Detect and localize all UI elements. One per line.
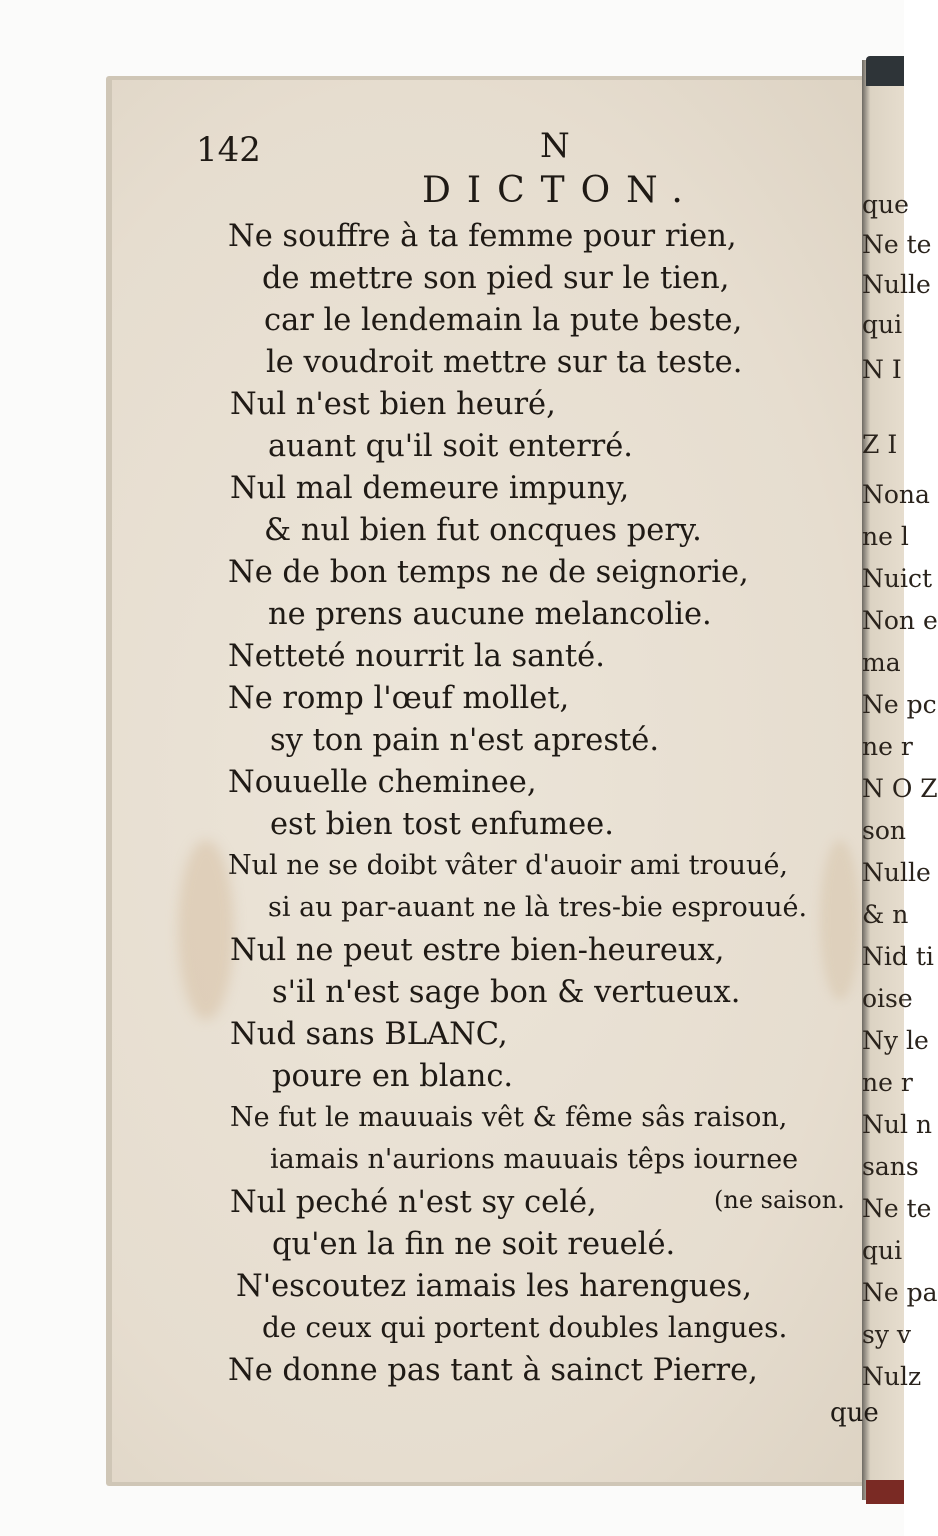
text-line: de mettre son pied sur le tien, [262, 261, 730, 296]
next-page-fragment: Ne pa [862, 1278, 938, 1307]
next-page-fragment: & n [862, 900, 909, 929]
next-page-fragment: Ne te [862, 1194, 932, 1223]
next-page-fragment: Ny le [862, 1026, 929, 1055]
next-page-fragment: ma [862, 648, 901, 677]
text-line: Nul mal demeure impuny, [230, 471, 630, 506]
next-page-fragment: Nid ti [862, 942, 934, 971]
next-page-fragment: Ne pc [862, 690, 937, 719]
text-line: Nul peché n'est sy celé, [230, 1185, 597, 1220]
text-line: est bien tost enfumee. [270, 807, 614, 842]
text-line: de ceux qui portent doubles langues. [262, 1311, 788, 1344]
text-line: Nud sans BLANC, [230, 1017, 508, 1052]
text-line: Nul ne se doibt vâter d'auoir ami trouué, [228, 850, 788, 881]
next-page-fragment: Ne te [862, 230, 932, 259]
text-line: Ne de bon temps ne de seignorie, [228, 555, 749, 590]
text-line: Nul n'est bien heuré, [230, 387, 556, 422]
next-page-fragment: ne r [862, 1068, 913, 1097]
next-page-fragment: ne l [862, 522, 909, 551]
text-line: Nul ne peut estre bien-heureux, [230, 933, 725, 968]
text-line: auant qu'il soit enterré. [268, 429, 633, 464]
text-line: poure en blanc. [272, 1059, 514, 1094]
text-line: Nouuelle cheminee, [228, 765, 537, 800]
next-page-fragment: Nul n [862, 1110, 933, 1139]
next-page-fragment: que [862, 190, 909, 219]
text-line: & nul bien fut oncques pery. [264, 513, 702, 548]
next-page-fragment: oise [862, 984, 913, 1013]
water-stain [820, 840, 860, 1000]
signature-letter: N [540, 126, 570, 166]
next-page-fragment: N I [862, 355, 902, 384]
next-page-fragment: qui [862, 1236, 903, 1265]
text-line: s'il n'est sage bon & vertueux. [272, 975, 741, 1010]
next-page-fragment: Nulle [862, 270, 931, 299]
text-line: N'escoutez iamais les harengues, [236, 1269, 752, 1304]
next-page-column [862, 180, 938, 1440]
next-page-fragment: sans [862, 1152, 919, 1181]
binding-cover-bottom [866, 1480, 904, 1504]
text-line: Ne romp l'œuf mollet, [228, 681, 570, 716]
text-line: iamais n'aurions mauuais têps iournee [270, 1144, 799, 1175]
text-line: car le lendemain la pute beste, [264, 303, 743, 338]
page-number: 142 [196, 130, 261, 170]
next-page-fragment: sy v [862, 1320, 912, 1349]
text-line: le voudroit mettre sur ta teste. [266, 345, 743, 380]
text-line: Ne fut le mauuais vêt & fême sâs raison, [230, 1102, 788, 1133]
next-page-fragment: Z I [862, 430, 898, 459]
binding-cover-top [866, 56, 904, 86]
next-page-fragment: N O Z [862, 774, 938, 803]
section-heading: DICTON. [422, 170, 699, 211]
next-page-fragment: Nulz [862, 1362, 922, 1391]
text-line: sy ton pain n'est apresté. [270, 723, 660, 758]
next-page-fragment: Non e [862, 606, 938, 635]
next-page-fragment: Nuict [862, 564, 933, 593]
next-page-fragment: Nona [862, 480, 930, 509]
next-page-fragment: ne r [862, 732, 913, 761]
water-stain [178, 840, 234, 1020]
next-page-fragment: Nulle [862, 858, 931, 887]
text-line: Ne donne pas tant à sainct Pierre, [228, 1353, 758, 1388]
text-line: qu'en la fin ne soit reuelé. [272, 1227, 676, 1262]
text-line: si au par-auant ne là tres-bie esprouué. [268, 892, 808, 923]
next-page-fragment: qui [862, 310, 903, 339]
next-page-fragment: son [862, 816, 906, 845]
text-line: Netteté nourrit la santé. [228, 639, 605, 674]
text-line-turnover: (ne saison. [714, 1186, 845, 1214]
text-line: ne prens aucune melancolie. [268, 597, 712, 632]
text-line: Ne souffre à ta femme pour rien, [228, 219, 737, 254]
catchword: que [830, 1398, 879, 1428]
